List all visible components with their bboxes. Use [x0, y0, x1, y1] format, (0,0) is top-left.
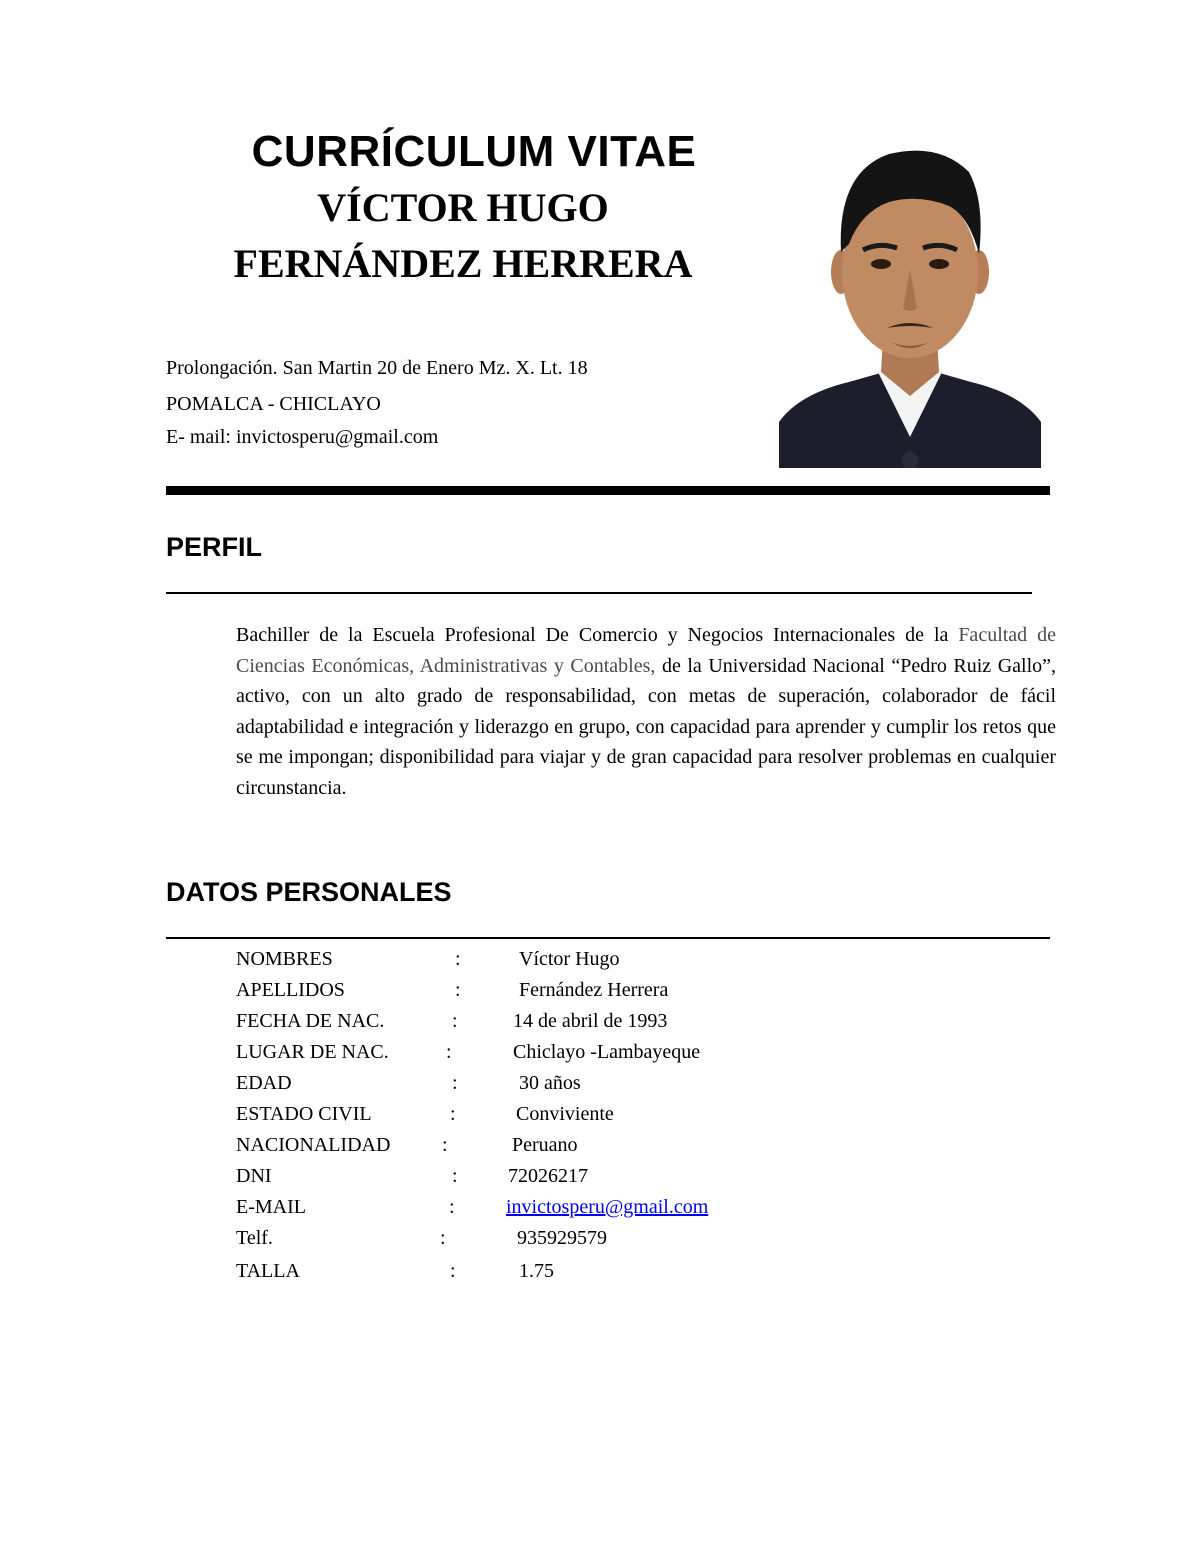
address-street: Prolongación. San Martin 20 de Enero Mz. X. Lt. 18	[166, 357, 588, 379]
row-value: 14 de abril de 1993	[513, 1010, 668, 1032]
profile-text-part3: de la Universidad Nacional “Pedro Ruiz Gallo”, activo, con un alto grado de responsabilidad, con metas de superación, colaborador de fácil adaptabilidad e integración y liderazgo en grupo, con capacidad para aprender y cumplir los retos que se me impongan; disponibilidad para viajar y de gran capacidad para resolver problemas en cualquier circunstancia.	[236, 654, 1057, 799]
row-label: FECHA DE NAC.	[236, 1010, 385, 1032]
personal-row	[0, 975, 900, 1006]
personal-row	[0, 1256, 900, 1287]
profile-heading: PERFIL	[166, 532, 263, 562]
row-label: DNI	[236, 1165, 272, 1187]
row-colon: :	[450, 1103, 456, 1125]
personal-row	[0, 1068, 900, 1099]
name-last: FERNÁNDEZ HERRERA	[233, 241, 693, 286]
email-link[interactable]: invictosperu@gmail.com	[506, 1196, 709, 1218]
personal-row	[0, 1130, 900, 1161]
row-value: 72026217	[508, 1165, 588, 1187]
personal-row	[0, 1006, 900, 1037]
row-colon: :	[455, 948, 461, 970]
row-value: 30 años	[519, 1072, 581, 1094]
row-colon: :	[455, 979, 461, 1001]
row-label: TALLA	[236, 1260, 300, 1282]
row-value: Víctor Hugo	[519, 948, 620, 970]
row-label: EDAD	[236, 1072, 292, 1094]
header-divider	[166, 486, 1050, 495]
profile-photo	[779, 132, 1041, 468]
row-colon: :	[442, 1134, 448, 1156]
row-label: NACIONALIDAD	[236, 1134, 391, 1156]
row-label: LUGAR DE NAC.	[236, 1041, 389, 1063]
personal-row	[0, 1192, 900, 1223]
row-label: Telf.	[236, 1227, 273, 1249]
row-value: Fernández Herrera	[519, 979, 669, 1001]
row-colon: :	[450, 1260, 456, 1282]
row-label: APELLIDOS	[236, 979, 345, 1001]
row-colon: :	[452, 1072, 458, 1094]
personal-row	[0, 1099, 900, 1130]
row-label: E-MAIL	[236, 1196, 306, 1218]
address-city: POMALCA - CHICLAYO	[166, 393, 381, 415]
document-title: CURRÍCULUM VITAE	[251, 127, 697, 176]
row-value: 1.75	[519, 1260, 554, 1282]
row-value: Peruano	[512, 1134, 578, 1156]
personal-row	[0, 1223, 900, 1254]
personal-row	[0, 944, 900, 975]
header-email: E- mail: invictosperu@gmail.com	[166, 426, 439, 448]
profile-text-part2: Facultad de Ciencias Económicas, Administrativas y Contables,	[236, 624, 1056, 677]
row-colon: :	[452, 1010, 458, 1032]
name-first: VÍCTOR HUGO	[317, 185, 609, 230]
personal-heading: DATOS PERSONALES	[166, 877, 452, 907]
row-colon: :	[452, 1165, 458, 1187]
personal-row	[0, 1037, 900, 1068]
row-value: Chiclayo -Lambayeque	[513, 1041, 701, 1063]
row-label: ESTADO CIVIL	[236, 1103, 372, 1125]
row-label: NOMBRES	[236, 948, 333, 970]
personal-row	[0, 1161, 900, 1192]
row-colon: :	[440, 1227, 446, 1249]
row-colon: :	[449, 1196, 455, 1218]
personal-divider	[166, 937, 1050, 939]
profile-divider	[166, 592, 1032, 594]
profile-text-part1: Bachiller de la Escuela Profesional De Comercio y Negocios Internacionales de la	[236, 624, 959, 646]
row-colon: :	[446, 1041, 452, 1063]
row-value: 935929579	[517, 1227, 607, 1249]
row-value: Conviviente	[516, 1103, 614, 1125]
profile-text	[236, 620, 1056, 804]
